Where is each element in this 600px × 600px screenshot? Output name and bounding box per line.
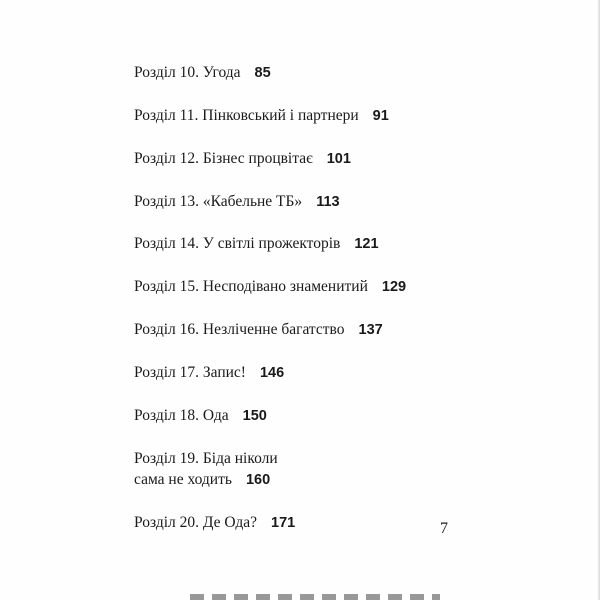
toc-entry-page: 101 [326, 151, 351, 167]
toc-entry-11 [134, 105, 389, 127]
toc-entry-page: 146 [259, 365, 285, 381]
toc-entry-12 [134, 148, 351, 170]
toc-entry-page: 150 [242, 408, 267, 424]
toc-entry-13 [134, 191, 340, 213]
toc-entry-18 [134, 405, 267, 427]
toc-entry-page: 113 [316, 194, 340, 210]
toc-entry-10 [134, 62, 271, 84]
toc-entry-page: 91 [372, 108, 389, 124]
toc-entry-title: Розділ 10. Угода [134, 64, 241, 81]
toc-entry-page: 129 [381, 279, 407, 295]
toc-entry-title: Розділ 17. Запис! [134, 364, 246, 381]
toc-entry-page: 171 [271, 515, 296, 531]
toc-entry-title: Розділ 12. Бізнес процвітає [134, 150, 313, 167]
toc-entry-page: 160 [245, 472, 271, 488]
toc-entry-title: Розділ 13. «Кабельне ТБ» [134, 193, 303, 210]
toc-entry-page: 121 [354, 236, 379, 252]
toc-entry-title: Розділ 15. Несподівано знаменитий [134, 278, 368, 295]
toc-entry-title: Розділ 18. Ода [134, 407, 229, 424]
toc-entry-page: 85 [254, 65, 271, 81]
toc-entry-16 [134, 319, 383, 341]
toc-entry-page: 137 [358, 322, 383, 338]
toc-entry-20 [134, 512, 295, 534]
toc-entry-19 [134, 448, 278, 491]
toc-entry-17 [134, 362, 284, 384]
toc-entry-15 [134, 276, 406, 298]
toc-entry-title: Розділ 14. У світлі прожекторів [134, 235, 341, 252]
toc-entry-14 [134, 233, 379, 255]
toc-entry-title: Розділ 20. Де Ода? [134, 514, 258, 531]
bleed-through-text [190, 594, 440, 600]
page-number: 7 [440, 520, 448, 537]
toc-entry-title: Розділ 16. Незліченне багатство [134, 321, 345, 338]
toc-entry-title: Розділ 11. Пінковський і партнери [134, 107, 359, 124]
toc-entry-title-line1: Розділ 19. Біда ніколи [134, 450, 278, 467]
toc-entry-title-line2: сама не ходить [134, 471, 232, 488]
